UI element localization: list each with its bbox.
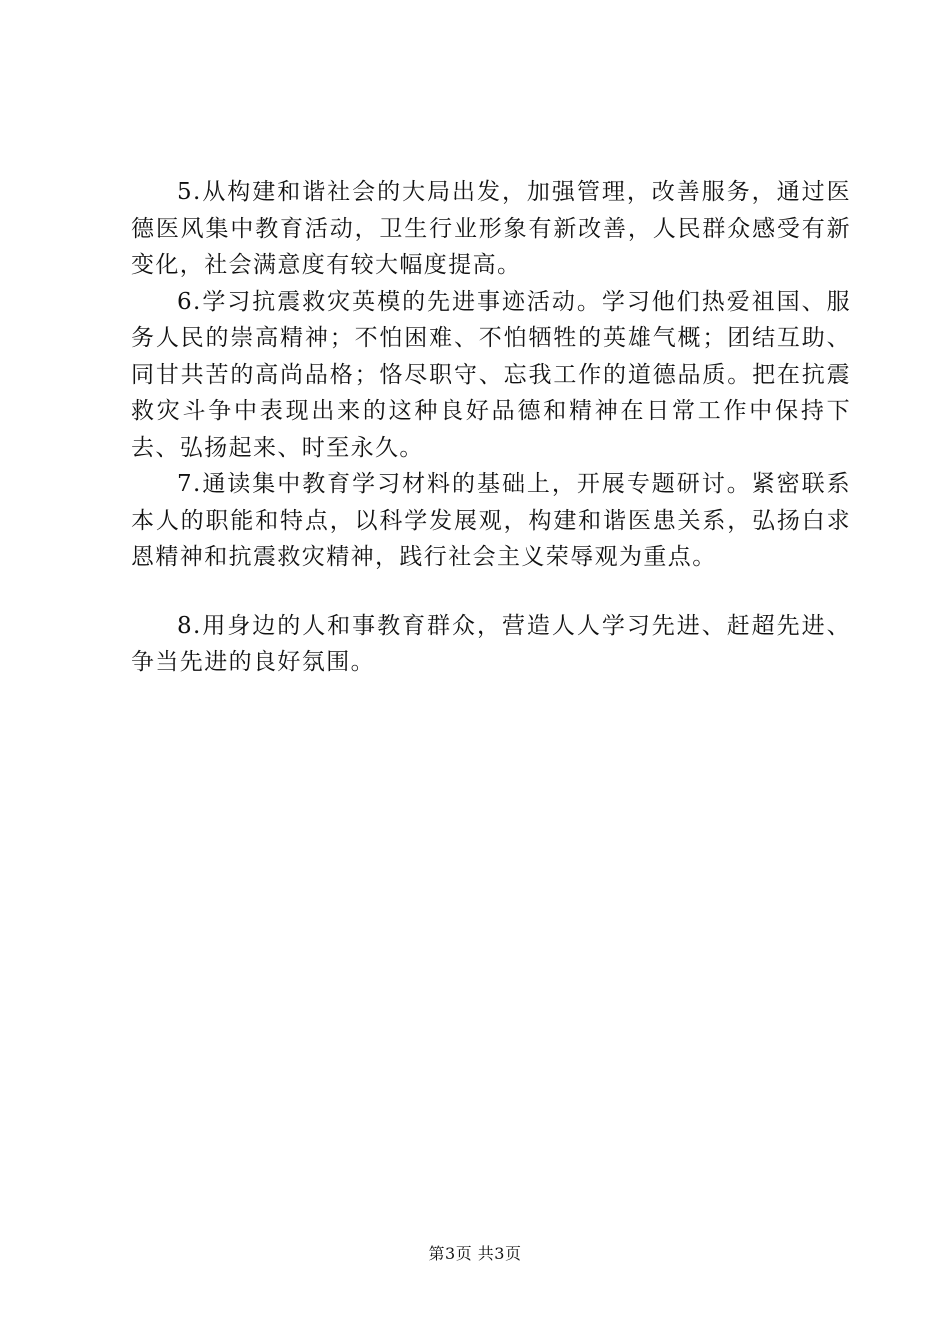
paragraph-item-8: 8.用身边的人和事教育群众，营造人人学习先进、赶超先进、争当先进的良好氛围。 xyxy=(131,612,851,675)
page-footer xyxy=(0,1244,950,1264)
paragraph-item-6: 6.学习抗震救灾英模的先进事迹活动。学习他们热爱祖国、服务人民的崇高精神；不怕困难、不怕牺牲的英雄气概；团结互助、同甘共苦的高尚品格；恪尽职守、忘我工作的道德品质。把在抗震救灾斗争中表现出来的这种良好品德和精神在日常工作中保持下去、弘扬起来、时至永久。 xyxy=(131,288,851,461)
paragraph-item-5: 5.从构建和谐社会的大局出发，加强管理，改善服务，通过医德医风集中教育活动，卫生行业形象有新改善，人民群众感受有新变化，社会满意度有较大幅度提高。 xyxy=(131,179,851,278)
document-body xyxy=(131,174,851,681)
paragraph-item-7: 7.通读集中教育学习材料的基础上，开展专题研讨。紧密联系本人的职能和特点，以科学发展观，构建和谐医患关系，弘扬白求恩精神和抗震救灾精神，践行社会主义荣辱观为重点。 xyxy=(131,471,851,570)
page-number-indicator: 第3页 共3页 xyxy=(428,1244,522,1263)
